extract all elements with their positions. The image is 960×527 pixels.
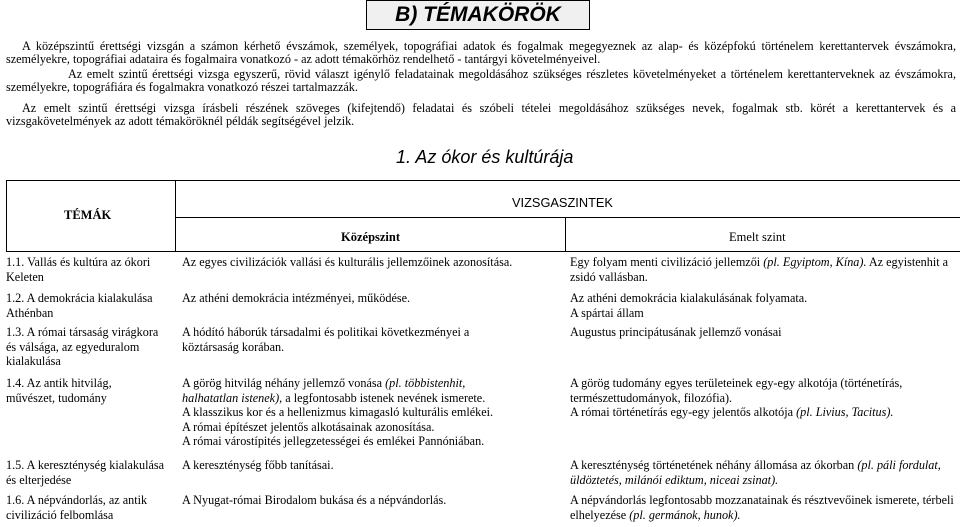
intro-paragraph-2: Az emelt szintű érettségi vizsga egyszerű, rövid választ igénylő feladatainak megoldásához szükséges részletes követelményeket a történelem kerettanterveknek az évszámokra, személyekre, topográfiára és fogalmakra vonatkozó részei tartalmazzák.: [6, 67, 956, 95]
topic-1-1: 1.1. Vallás és kultúra az ókori Keleten: [6, 255, 151, 284]
adv-1-5-examples: (pl. páli fordulat, üldöztetés, milánói ediktum, niceai zsinat).: [570, 458, 941, 487]
mid-1-5: A kereszténység főbb tanításai.: [182, 458, 334, 472]
mid-1-4: [182, 376, 567, 449]
mid-1-4-line-2: halhatatlan istenek), a legfontosabb istenek nevének ismerete.: [182, 390, 486, 405]
adv-1-1-text: Egy folyam menti civilizáció jellemzői: [570, 255, 764, 269]
subheader-divider: [175, 217, 960, 218]
header-mid-level: Középszint: [341, 230, 401, 244]
mid-1-3: A hódító háborúk társadalmi és politikai következményei a köztársaság korában.: [182, 325, 470, 354]
mid-1-4-line-1: A görög hitvilág néhány jellemző vonása (pl. többistenhit,: [182, 376, 466, 390]
mid-1-2: Az athéni demokrácia intézményei, működése.: [182, 291, 411, 305]
adv-1-6: [570, 493, 958, 522]
adv-1-4-science: A görög tudomány egyes területeinek egy-egy alkotója (történetírás, természettudományok, filozófia).: [570, 376, 903, 405]
adv-1-1: [570, 255, 958, 284]
topic-1-2: 1.2. A demokrácia kialakulása Athénban: [6, 291, 153, 320]
mid-1-6: A Nyugat-római Birodalom bukása és a népvándorlás.: [182, 493, 447, 507]
adv-1-3: Augustus principátusának jellemző vonásai: [570, 325, 782, 339]
adv-1-1-examples: (pl. Egyiptom, Kína).: [763, 255, 867, 269]
adv-1-5-text: A kereszténység történetének néhány állomása az ókorban: [570, 458, 858, 472]
levels-divider: [565, 217, 566, 251]
adv-1-5: [570, 458, 958, 487]
topics-divider: [175, 180, 176, 251]
header-exam-levels: VIZSGASZINTEK: [512, 195, 613, 210]
header-bottom-border: [6, 251, 960, 252]
mid-1-4-line-4: A római építészet jelentős alkotásainak azonosítása.: [182, 419, 435, 434]
adv-1-4-historiography: A római történetírás egy-egy jelentős alkotója (pl. Livius, Tacitus).: [570, 405, 894, 420]
page-title: B) TÉMAKÖRÖK: [366, 0, 590, 30]
mid-1-1: Az egyes civilizációk vallási és kulturális jellemzőinek azonosítása.: [182, 255, 513, 269]
adv-1-1-monotheism: Az egyistenhit a zsidó vallásban.: [570, 255, 949, 284]
section-title: 1. Az ókor és kultúrája: [396, 147, 574, 167]
header-topics: TÉMÁK: [64, 208, 112, 222]
intro-paragraph-1: A középszintű érettségi vizsgán a számon kérhető évszámok, személyek, topográfiai adatok és fogalmak megegyeznek az alap- és középfokú történelem kerettantervek évszámokra, személyekre, topográfiai adataira és fogalmaira vonatkozó - az adott témakörhöz rendelhető - tantárgyi követelményeivel.: [6, 39, 956, 67]
adv-1-6-examples: (pl. germánok, hunok).: [629, 507, 741, 522]
table-left-border: [6, 180, 7, 251]
topic-1-6: 1.6. A népvándorlás, az antik civilizáció felbomlása: [6, 493, 148, 522]
topic-1-3: 1.3. A római társaság virágkora és válsága, az egyeduralom kialakulása: [6, 325, 159, 369]
table-top-border: [6, 180, 960, 181]
adv-1-2: Az athéni demokrácia kialakulásának folyamata.: [570, 291, 808, 305]
topic-1-4: 1.4. Az antik hitvilág, művészet, tudomány: [6, 376, 112, 405]
mid-1-4-line-3: A klasszikus kor és a hellenizmus kimagasló kulturális emlékei.: [182, 405, 494, 420]
header-advanced-level: Emelt szint: [729, 230, 786, 244]
adv-1-6-text: A népvándorlás legfontosabb mozzanatainak és résztvevőinek ismerete, térbeli elhelyezése: [570, 493, 954, 522]
mid-1-4-line-5: A római várostípités jellegzetességei és emlékei Pannóniában.: [182, 434, 485, 449]
adv-1-2-sparta: A spártai állam: [570, 306, 644, 320]
intro-paragraph-3: Az emelt szintű érettségi vizsga írásbeli részének szöveges (kifejtendő) feladatai és szóbeli tételei megoldásához szükséges nevek, fogalmak stb. körét a kerettantervek és a vizsgakövetelmények az adott témaköröknél példák segítségével jelzik.: [6, 101, 956, 129]
topic-1-5: 1.5. A kereszténység kialakulása és elterjedése: [6, 458, 165, 487]
adv-1-4: [570, 376, 955, 420]
